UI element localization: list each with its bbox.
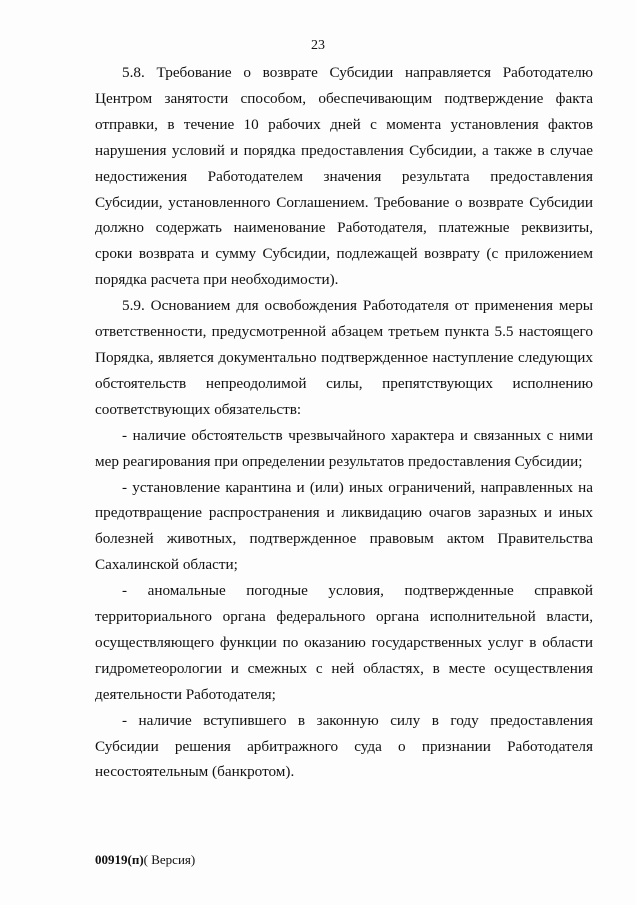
document-code: 00919(п) [95,852,144,867]
list-item-weather: - аномальные погодные условия, подтвержденные справкой территориального органа федерального органа исполнительной власти, осуществляющего функции по оказанию государственных услуг в области гидрометеорологии и смежных с ней областях, в месте осуществления деятельности Работодателя; [95,582,593,703]
document-footer [95,852,195,868]
list-item-bankruptcy: - наличие вступившего в законную силу в году предоставления Субсидии решения арбитражного суда о признании Работодателя несостоятельным (банкротом). [95,711,593,781]
list-item-emergency: - наличие обстоятельств чрезвычайного характера и связанных с ними мер реагирования при определении результатов предоставления Субсидии; [95,426,593,470]
page-number: 23 [311,38,325,53]
document-version-label: ( Версия) [143,852,196,867]
paragraph-5-9: 5.9. Основанием для освобождения Работодателя от применения меры ответственности, предусмотренной абзацем третьем пункта 5.5 настоящего Порядка, является документально подтвержденное наступление следующих обстоятельств непреодолимой силы, препятствующих исполнению соответствующих обязательств: [95,297,593,418]
document-body [95,60,593,785]
list-item-quarantine: - установление карантина и (или) иных ограничений, направленных на предотвращение распространения и ликвидацию очагов заразных и иных болезней животных, подтвержденное правовым актом Правительства Сахалинской области; [95,478,593,574]
paragraph-5-8: 5.8. Требование о возврате Субсидии направляется Работодателю Центром занятости способом, обеспечивающим подтверждение факта отправки, в течение 10 рабочих дней с момента установления фактов нарушения условий и порядка предоставления Субсидии, а также в случае недостижения Работодателем значения результата предоставления Субсидии, установленного Соглашением. Требование о возврате Субсидии должно содержать наименование Работодателя, платежные реквизиты, сроки возврата и сумму Субсидии, подлежащей возврату (с приложением порядка расчета при необходимости). [95,64,593,289]
